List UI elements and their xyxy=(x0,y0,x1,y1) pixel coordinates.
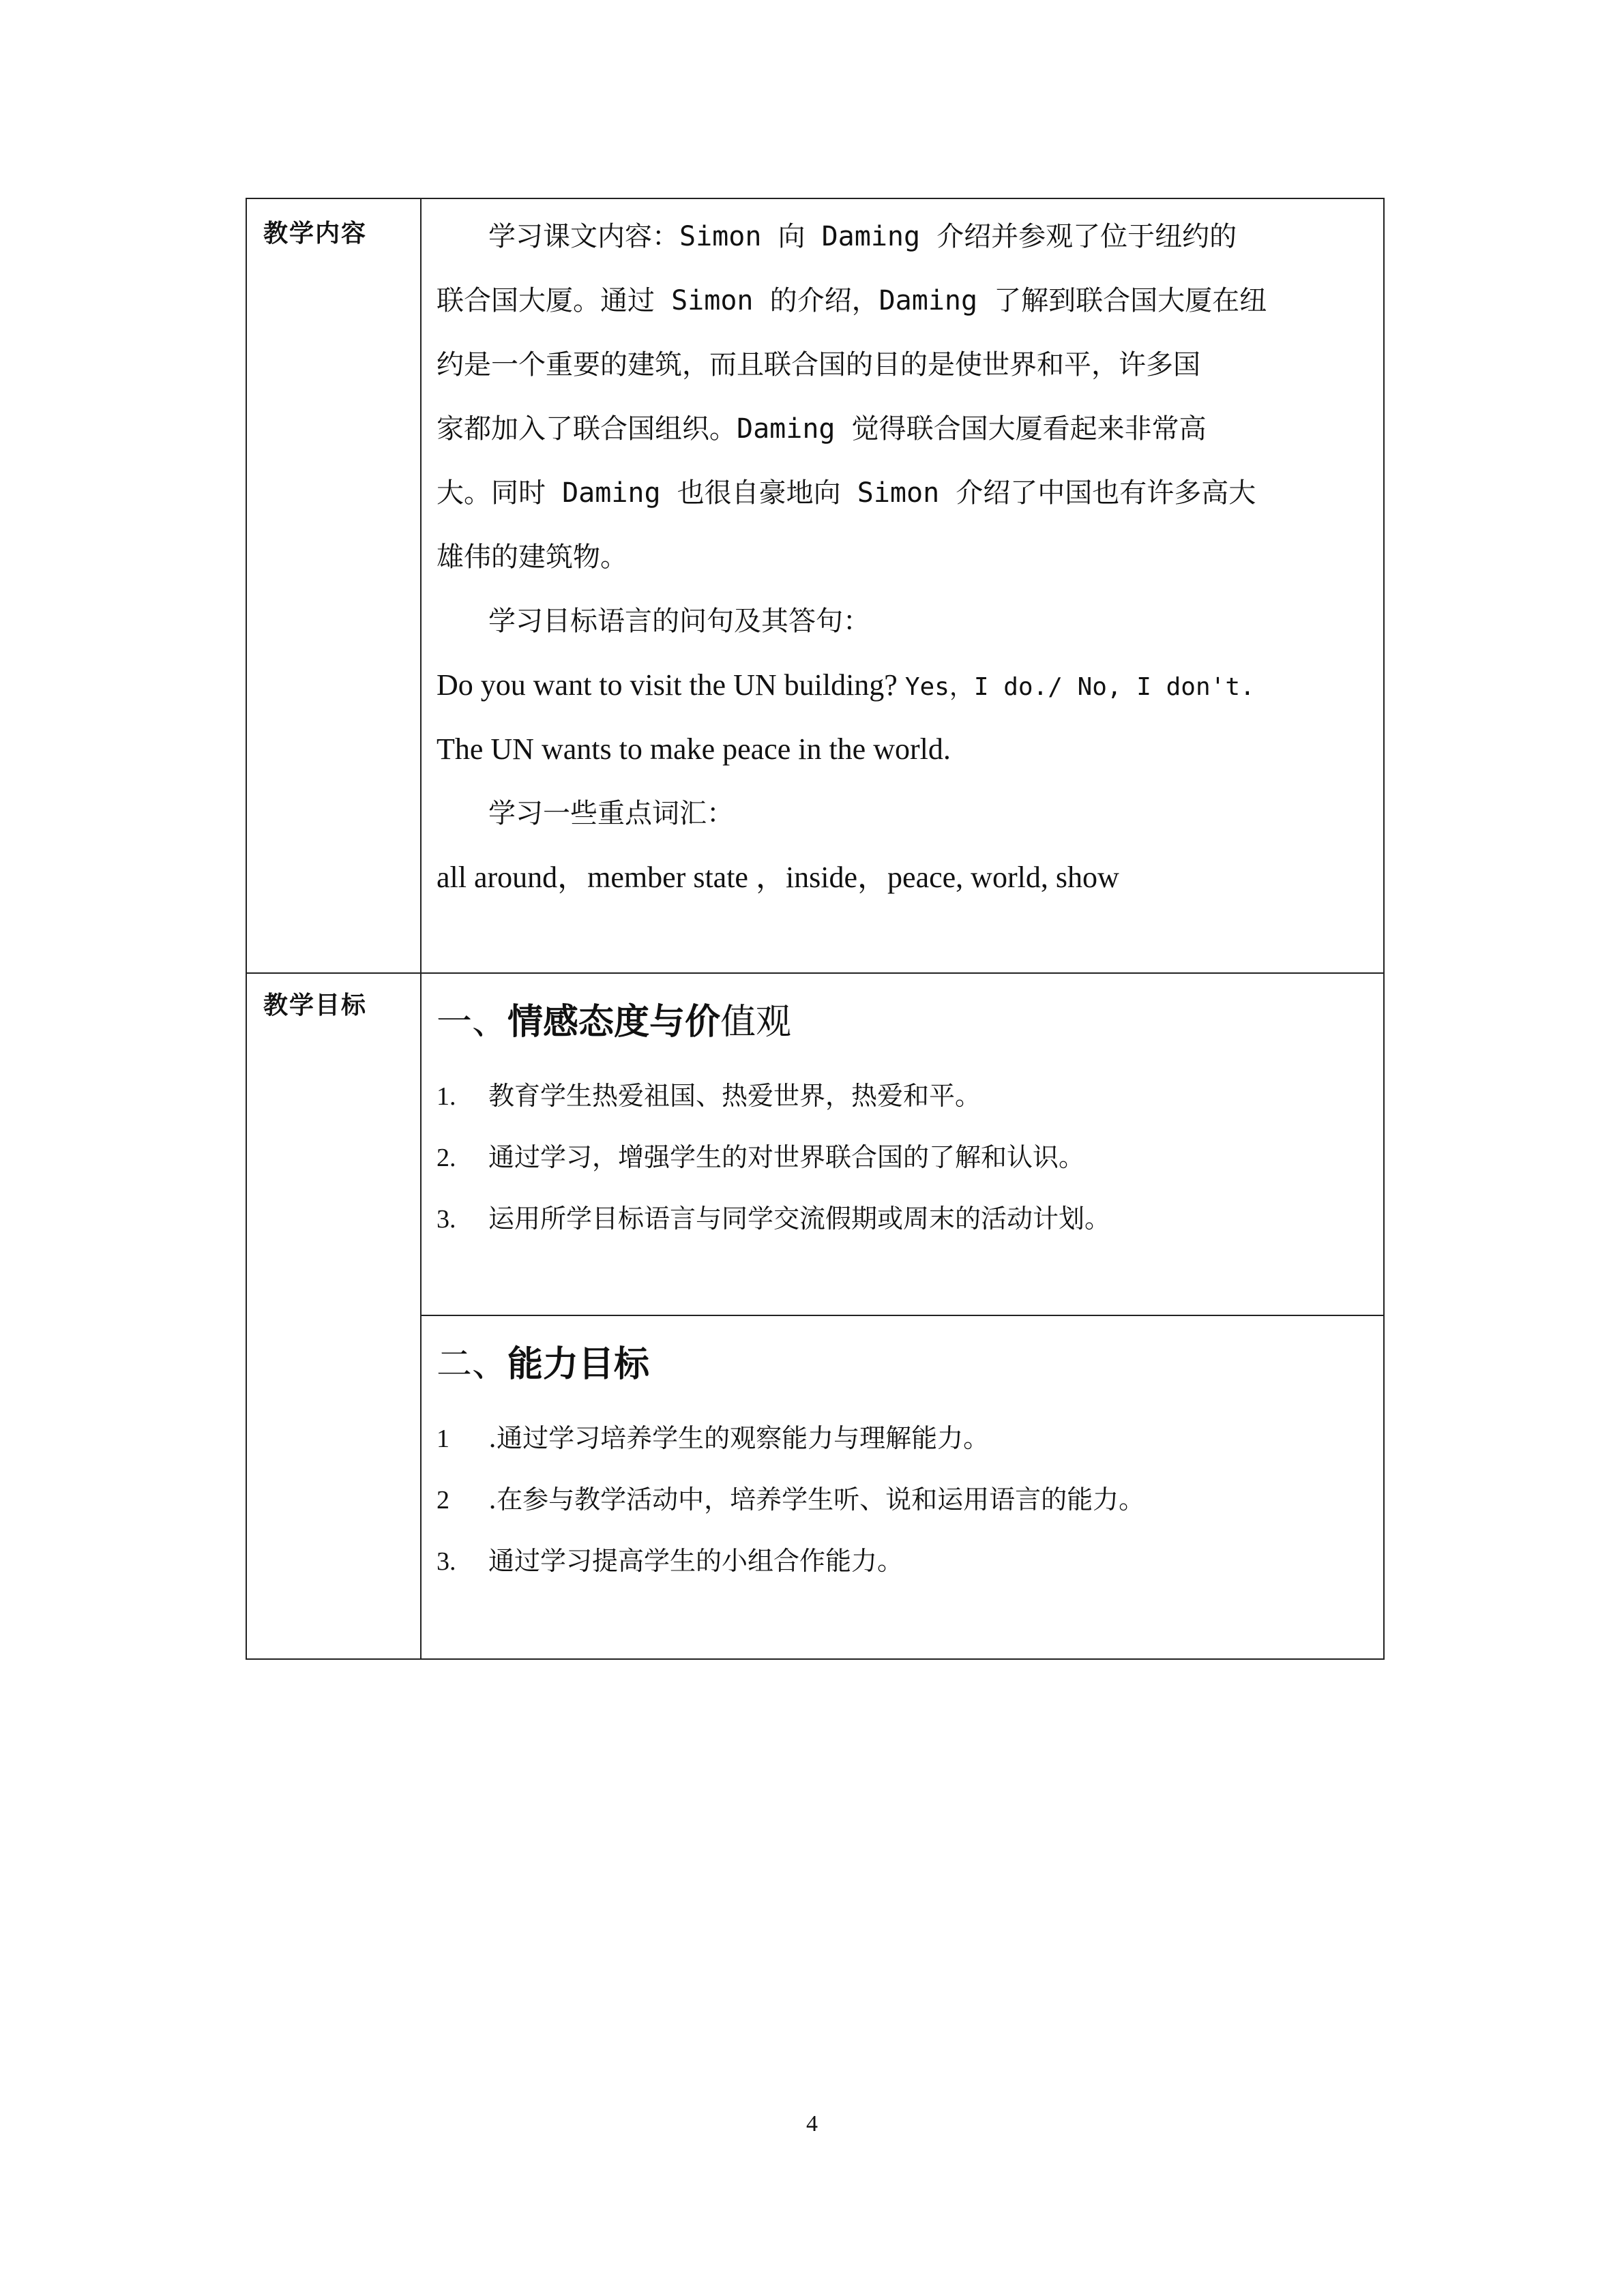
item-number: 3. xyxy=(437,1547,456,1576)
heading-prefix: 二、 xyxy=(437,1344,508,1385)
item-number: 3. xyxy=(437,1205,456,1234)
objective-item xyxy=(437,1075,981,1112)
content-paragraph: 联合国大厦。通过 Simon 的介绍，Daming 了解到联合国大厦在纽 xyxy=(437,285,1267,316)
item-number: 1 xyxy=(437,1425,449,1453)
objective-item xyxy=(437,1136,1084,1174)
section-divider xyxy=(420,1315,1383,1316)
content-paragraph: 学习课文内容：Simon 向 Daming 介绍并参观了位于纽约的 xyxy=(488,221,1237,252)
column-divider xyxy=(420,199,422,1658)
item-text: .在参与教学活动中，培养学生听、说和运用语言的能力。 xyxy=(488,1485,1145,1515)
item-number: 1. xyxy=(437,1082,456,1111)
content-paragraph: 家都加入了联合国组织。Daming 觉得联合国大厦看起来非常高 xyxy=(437,413,1207,445)
example-question-text: Do you want to visit the UN building? xyxy=(437,668,905,702)
heading-bold: 能力目标 xyxy=(507,1344,650,1385)
section-heading-ability xyxy=(437,1335,649,1386)
objective-item xyxy=(437,1478,1145,1516)
example-question xyxy=(437,653,1255,719)
section-heading-attitude xyxy=(437,993,791,1044)
vocabulary-list: all around，member state ，inside，peace, world, show xyxy=(437,861,1119,894)
example-sentence: The UN wants to make peace in the world. xyxy=(437,732,951,766)
heading-prefix: 一、 xyxy=(437,1002,508,1043)
objective-item xyxy=(437,1417,989,1455)
objective-item xyxy=(437,1540,903,1577)
row-label-content: 教学内容 xyxy=(263,220,368,248)
content-paragraph: 约是一个重要的建筑，而且联合国的目的是使世界和平，许多国 xyxy=(437,349,1200,381)
item-text: 通过学习，增强学生的对世界联合国的了解和认识。 xyxy=(488,1142,1085,1172)
objective-item xyxy=(437,1197,1110,1235)
item-text: 教育学生热爱祖国、热爱世界，热爱和平。 xyxy=(488,1081,981,1111)
row-label-objectives: 教学目标 xyxy=(263,992,368,1019)
content-paragraph: 雄伟的建筑物。 xyxy=(437,541,628,573)
item-text: 通过学习提高学生的小组合作能力。 xyxy=(488,1546,904,1576)
lesson-plan-table xyxy=(246,198,1385,1660)
item-text: .通过学习培养学生的观察能力与理解能力。 xyxy=(488,1423,990,1453)
heading-bold: 情感态度与价 xyxy=(507,1002,721,1043)
content-subheading: 学习目标语言的问句及其答句： xyxy=(488,606,870,637)
item-text: 运用所学目标语言与同学交流假期或周末的活动计划。 xyxy=(488,1204,1111,1234)
heading-rest: 值观 xyxy=(720,1002,792,1043)
page-number: 4 xyxy=(806,2111,818,2136)
content-subheading: 学习一些重点词汇： xyxy=(488,798,734,829)
item-number: 2. xyxy=(437,1144,456,1172)
example-answer-text: Yes，I do./ No, I don't. xyxy=(904,673,1255,701)
row-divider xyxy=(247,972,1383,974)
content-paragraph: 大。同时 Daming 也很自豪地向 Simon 介绍了中国也有许多高大 xyxy=(437,477,1256,509)
item-number: 2 xyxy=(437,1486,449,1515)
